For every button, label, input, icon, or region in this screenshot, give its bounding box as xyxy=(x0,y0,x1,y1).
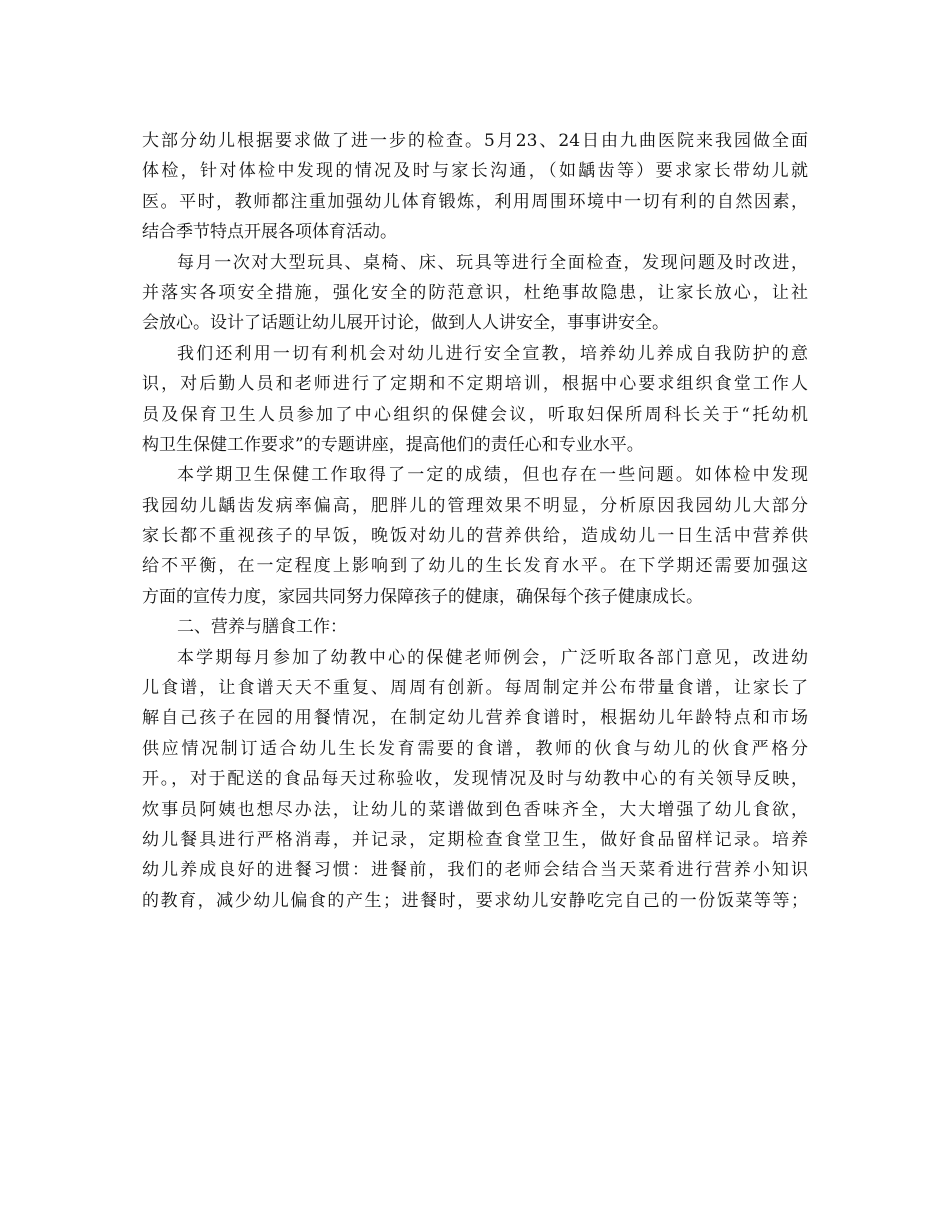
text-line: 供应情况制订适合幼儿生长发育需要的食谱，教师的伙食与幼儿的伙食严格分 xyxy=(142,738,808,759)
text-line: 解自己孩子在园的用餐情况，在制定幼儿营养食谱时，根据幼儿年龄特点和市场 xyxy=(142,708,808,729)
text-line: 方面的宣传力度，家园共同努力保障孩子的健康，确保每个孩子健康成长。 xyxy=(142,586,703,607)
text-line: 并落实各项安全措施，强化安全的防范意识，杜绝事故隐患，让家长放心，让社 xyxy=(142,282,808,303)
text-line: 幼儿养成良好的进餐习惯：进餐前，我们的老师会结合当天菜肴进行营养小知识 xyxy=(142,860,808,881)
paragraph-start-line: 每月一次对大型玩具、桌椅、床、玩具等进行全面检查，发现问题及时改进， xyxy=(177,252,808,273)
paragraph-start-line: 本学期卫生保健工作取得了一定的成绩，但也存在一些问题。如体检中发现 xyxy=(177,465,808,486)
text-line: 员及保育卫生人员参加了中心组织的保健会议，听取妇保所周科长关于“托幼机 xyxy=(142,404,808,425)
text-line: 家长都不重视孩子的早饭，晚饭对幼儿的营养供给，造成幼儿一日生活中营养供 xyxy=(142,526,808,547)
text-line: 儿食谱，让食谱天天不重复、周周有创新。每周制定并公布带量食谱，让家长了 xyxy=(142,678,808,699)
text-line: 给不平衡，在一定程度上影响到了幼儿的生长发育水平。在下学期还需要加强这 xyxy=(142,556,808,577)
text-line: 医。平时，教师都注重加强幼儿体育锻炼，利用周围环境中一切有利的自然因素， xyxy=(142,191,808,212)
paragraph-start-line: 本学期每月参加了幼教中心的保健老师例会，广泛听取各部门意见，改进幼 xyxy=(177,647,808,668)
text-line: 会放心。设计了话题让幼儿展开讨论，做到人人讲安全，事事讲安全。 xyxy=(142,313,669,334)
text-line: 开。，对于配送的食品每天过称验收，发现情况及时与幼教中心的有关领导反映， xyxy=(142,769,808,790)
text-line: 体检，针对体检中发现的情况及时与家长沟通，（如龋齿等）要求家长带幼儿就 xyxy=(142,161,808,182)
text-line: 炊事员阿姨也想尽办法，让幼儿的菜谱做到色香味齐全，大大增强了幼儿食欲， xyxy=(142,799,808,820)
section-heading: 二、营养与膳食工作： xyxy=(177,617,347,638)
text-line: 大部分幼儿根据要求做了进一步的检查。5月23、24日由九曲医院来我园做全面 xyxy=(142,131,808,151)
text-line: 结合季节特点开展各项体育活动。 xyxy=(142,222,397,243)
document-body xyxy=(142,126,808,916)
text-line: 我园幼儿龋齿发病率偏高，肥胖儿的管理效果不明显，分析原因我园幼儿大部分 xyxy=(142,495,808,516)
text-line: 幼儿餐具进行严格消毒，并记录，定期检查食堂卫生，做好食品留样记录。培养 xyxy=(142,829,808,850)
paragraph-start-line: 我们还利用一切有利机会对幼儿进行安全宣教，培养幼儿养成自我防护的意 xyxy=(177,343,808,364)
text-line: 构卫生保健工作要求”的专题讲座，提高他们的责任心和专业水平。 xyxy=(142,434,644,455)
text-line: 识，对后勤人员和老师进行了定期和不定期培训，根据中心要求组织食堂工作人 xyxy=(142,374,808,395)
text-line: 的教育，减少幼儿偏食的产生；进餐时，要求幼儿安静吃完自己的一份饭菜等等； xyxy=(142,890,808,911)
